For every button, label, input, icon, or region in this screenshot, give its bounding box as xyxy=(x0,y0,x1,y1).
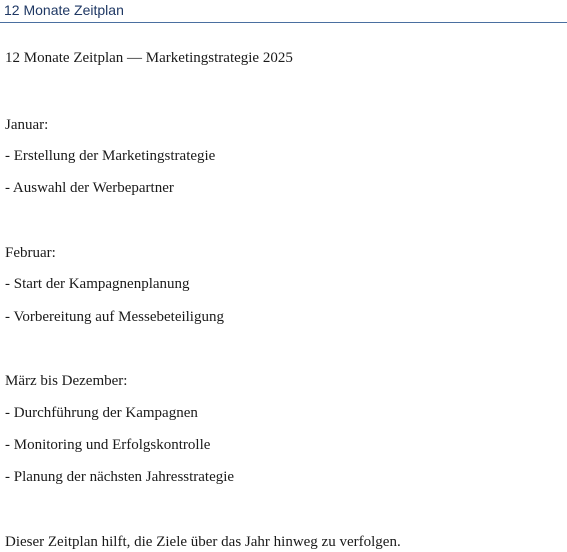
list-item: - Erstellung der Marketingstrategie xyxy=(5,148,216,164)
closing-paragraph: Dieser Zeitplan hilft, die Ziele über das Jahr hinweg zu verfolgen. xyxy=(5,534,401,550)
list-item: - Durchführung der Kampagnen xyxy=(5,405,198,421)
section-heading-februar: Februar: xyxy=(5,245,56,261)
header-title: 12 Monate Zeitplan xyxy=(4,2,124,18)
section-heading-januar: Januar: xyxy=(5,117,49,133)
list-item: - Planung der nächsten Jahresstrategie xyxy=(5,469,235,485)
list-item: - Monitoring und Erfolgskontrolle xyxy=(5,437,211,453)
page-header xyxy=(0,0,567,23)
list-item: - Start der Kampagnenplanung xyxy=(5,276,190,292)
list-item: - Auswahl der Werbepartner xyxy=(5,180,174,196)
list-item: - Vorbereitung auf Messebeteiligung xyxy=(5,309,224,325)
document-title: 12 Monate Zeitplan — Marketingstrategie 2025 xyxy=(5,50,293,66)
section-heading-maerz-bis-dezember: März bis Dezember: xyxy=(5,373,128,389)
